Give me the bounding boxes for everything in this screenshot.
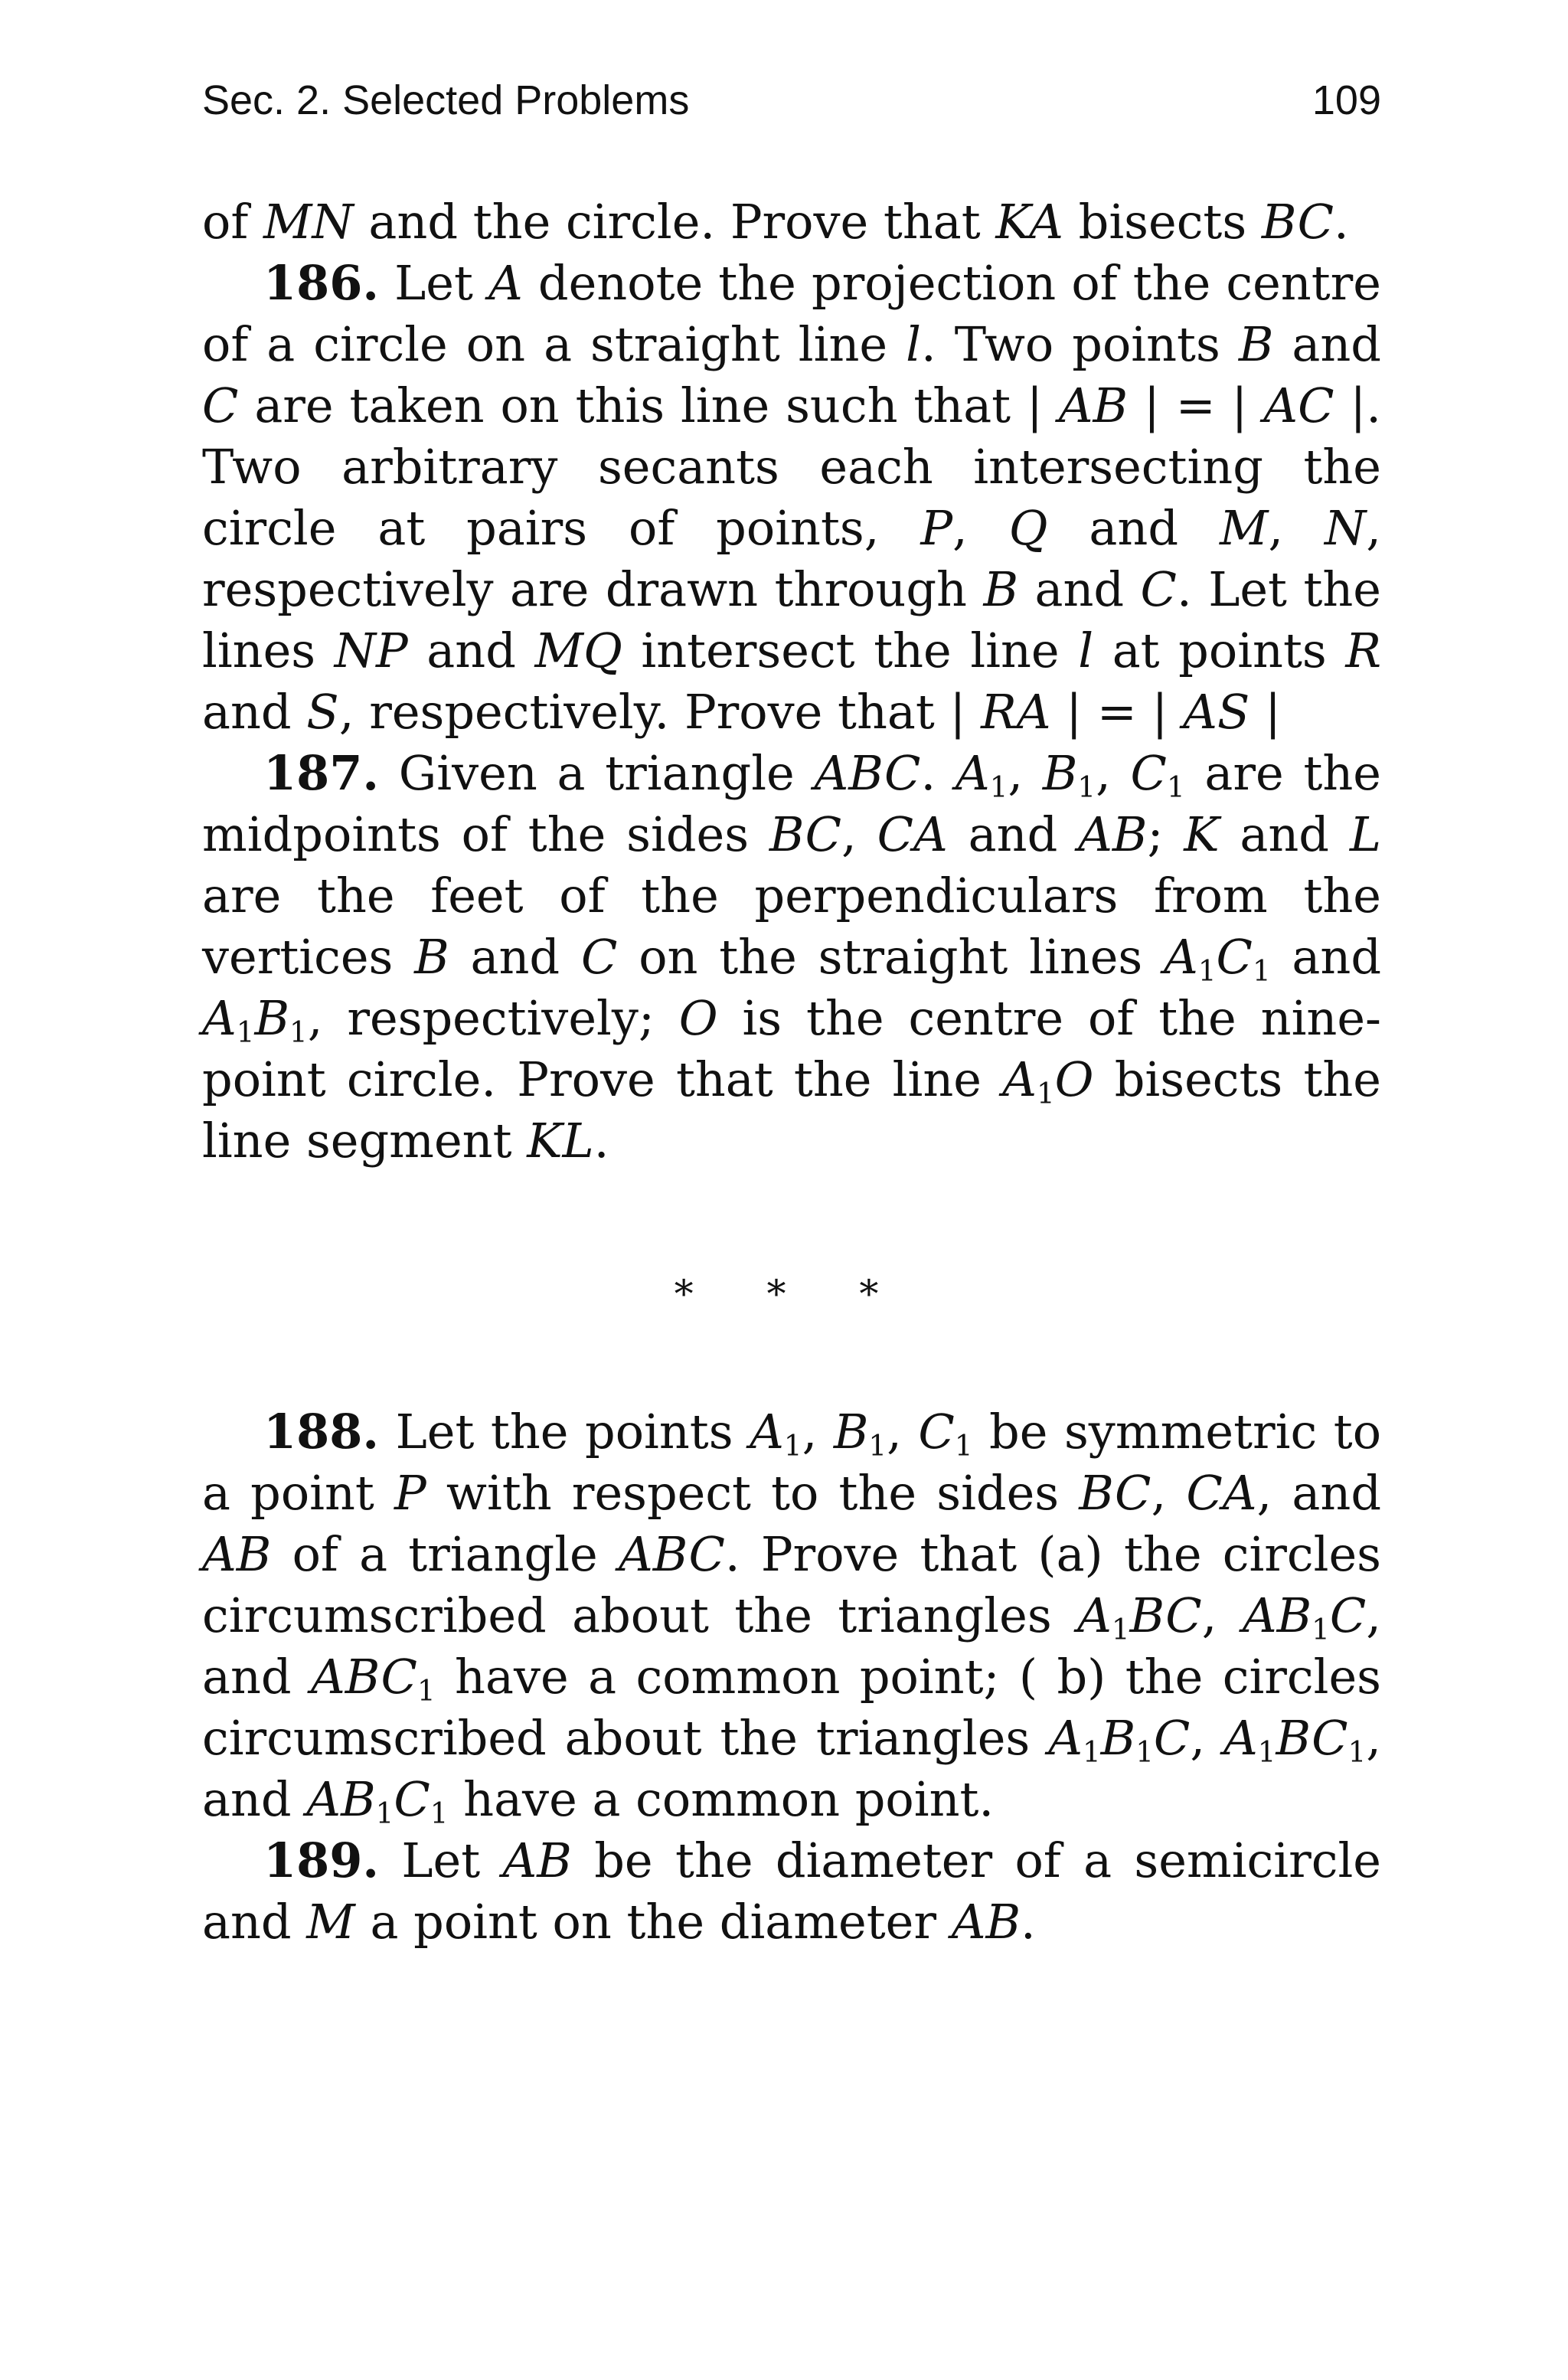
problem-number: 188. <box>263 1404 380 1460</box>
section-separator: * * * <box>674 1272 910 1316</box>
problem-number: 189. <box>263 1832 380 1888</box>
section-title: Sec. 2. Selected Problems <box>202 77 690 123</box>
problem-number: 187. <box>263 745 380 801</box>
problem-189: 189. Let AB be the diameter of a semicircle and M a point on the diameter AB. <box>202 1832 1381 1950</box>
running-header <box>202 77 1381 138</box>
book-page <box>202 0 1381 2380</box>
problem-185-continuation: of MN and the circle. Prove that KA bisects BC. <box>202 194 1349 250</box>
problem-188: 188. Let the points $A_1$, $B_1$, $C_1$ be symmetric to a point P with respect to the sides BC, CA, and AB of a triangle ABC. Prove that (a) the circles circumscribed about the triangles $A_1BC$, $AB_1C$, and $ABC_1$ have a common point; ( b) the circles circumscribed about the triangles $A_1B_1C$, $A_1BC_1$, and $AB_1C_1$ have a common point. <box>202 1404 1382 1830</box>
problem-number: 186. <box>263 255 380 311</box>
page-number: 109 <box>1312 77 1381 123</box>
page-body <box>202 191 1381 1953</box>
problem-186: 186. Let A denote the projection of the centre of a circle on a straight line l. Two points B and C are taken on this line such that | AB | = | AC |. Two arbitrary secants each intersecting the circle at pairs of points, P, Q and M, N, respectively are drawn through B and C. Let the lines NP and MQ intersect the line l at points R and S, respectively. Prove that | RA | = | AS | <box>202 255 1382 740</box>
problem-187: 187. Given a triangle ABC. $A_1$, $B_1$, $C_1$ are the midpoints of the sides BC, CA and AB; K and L are the feet of the perpendiculars from the vertices B and C on the straight lines $A_1C_1$ and $A_1B_1$, respectively; O is the centre of the nine-point circle. Prove that the line $A_1O$ bisects the line segment KL. <box>202 745 1382 1169</box>
